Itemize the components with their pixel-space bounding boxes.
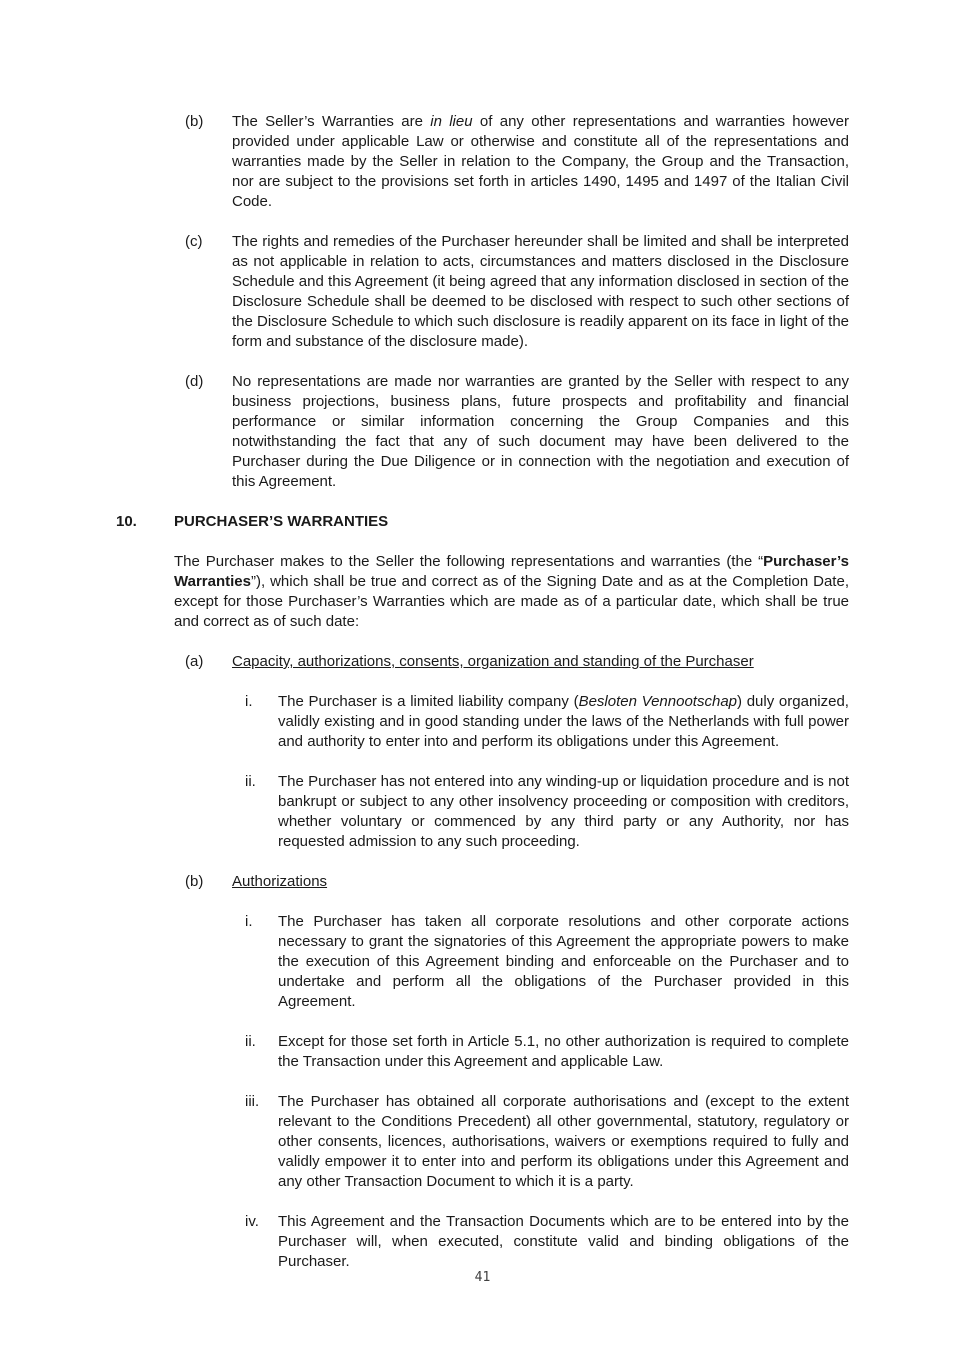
roman-item-a-i (116, 692, 849, 752)
item-label: (a) (185, 653, 204, 670)
item-text: The Seller’s Warranties are in lieu of any other representations and warranties however provided under applicable Law or otherwise and constitute all of the representations and warranties made by the Seller in relation to the Company, the Group and the Transaction, nor are subject to the provisions set forth in articles 1490, 1495 and 1497 of the Italian Civil Code. (232, 113, 849, 210)
item-label: iv. (245, 1213, 259, 1230)
item-label: i. (245, 693, 253, 710)
subitem-heading-text: Authorizations (232, 873, 328, 890)
roman-item-b-iii (116, 1092, 849, 1192)
document-content (116, 112, 849, 1292)
item-label: i. (245, 913, 253, 930)
paragraph-item-c (116, 232, 849, 352)
item-label: ii. (245, 773, 256, 790)
subitem-heading-a (116, 652, 849, 672)
item-label: iii. (245, 1093, 260, 1110)
item-text: The rights and remedies of the Purchaser hereunder shall be limited and shall be interpreted as not applicable in relation to acts, circumstances and matters disclosed in the Disclosure Schedule and this Agreement (it being agreed that any information disclosed in section of the Disclosure Schedule shall be deemed to be disclosed with respect to such other sections of the Disclosure Schedule to which such disclosure is readily apparent on its face in light of the form and substance of the disclosure made). (232, 233, 849, 350)
roman-item-a-ii (116, 772, 849, 852)
roman-item-b-iv (116, 1212, 849, 1272)
item-text: The Purchaser has obtained all corporate authorisations and (except to the extent relevant to the Conditions Precedent) all other governmental, statutory, regulatory or other consents, licences, authorisations, waivers or exemptions required to fully and validly empower it to enter into and perform its obligations under this Agreement and any other Transaction Document to which it is a party. (278, 1093, 849, 1190)
item-label: (d) (185, 373, 204, 390)
item-label: (b) (185, 873, 204, 890)
item-text: The Purchaser has taken all corporate resolutions and other corporate actions necessary to grant the signatories of this Agreement the appropriate powers to make the execution of this Agreement binding and enforceable on the Purchaser and to undertake and perform all the obligations of the Purchaser provided in this Agreement. (278, 913, 849, 1010)
item-text: Except for those set forth in Article 5.1, no other authorization is required to complete the Transaction under this Agreement and applicable Law. (278, 1033, 849, 1070)
paragraph-item-b (116, 112, 849, 212)
item-text: The Purchaser has not entered into any winding-up or liquidation procedure and is not bankrupt or subject to any other insolvency proceeding or composition with creditors, whether voluntary or commenced by any third party or any Authority, nor has requested admission to any such proceeding. (278, 773, 849, 850)
subitem-heading-b (116, 872, 849, 892)
section-title: PURCHASER’S WARRANTIES (174, 513, 389, 530)
page-number: 41 (474, 1270, 491, 1285)
roman-item-b-i (116, 912, 849, 1012)
item-text: This Agreement and the Transaction Documents which are to be entered into by the Purchaser will, when executed, constitute valid and binding obligations of the Purchaser. (278, 1213, 849, 1270)
roman-item-b-ii (116, 1032, 849, 1072)
item-text: No representations are made nor warranties are granted by the Seller with respect to any business projections, business plans, future prospects and profitability and financial performance or similar information concerning the Group Companies and this notwithstanding the fact that any of such document may have been delivered to the Purchaser during the Due Diligence or in connection with the negotiation and execution of this Agreement. (232, 373, 849, 490)
item-text: The Purchaser is a limited liability company (Besloten Vennootschap) duly organized, validly existing and in good standing under the laws of the Netherlands with full power and authority to enter into and perform its obligations under this Agreement. (278, 693, 849, 750)
paragraph-item-d (116, 372, 849, 492)
section-heading (116, 512, 849, 532)
item-label: ii. (245, 1033, 256, 1050)
section-intro-paragraph: The Purchaser makes to the Seller the following representations and warranties (the “Purchaser’s Warranties”), which shall be true and correct as of the Signing Date and as at the Completion Date, except for those Purchaser’s Warranties which are made as of a particular date, which shall be true and correct as of such date: (174, 553, 849, 630)
subitem-heading-text: Capacity, authorizations, consents, organization and standing of the Purchaser (232, 653, 754, 670)
item-label: (c) (185, 233, 203, 250)
section-number: 10. (116, 513, 137, 530)
item-label: (b) (185, 113, 204, 130)
